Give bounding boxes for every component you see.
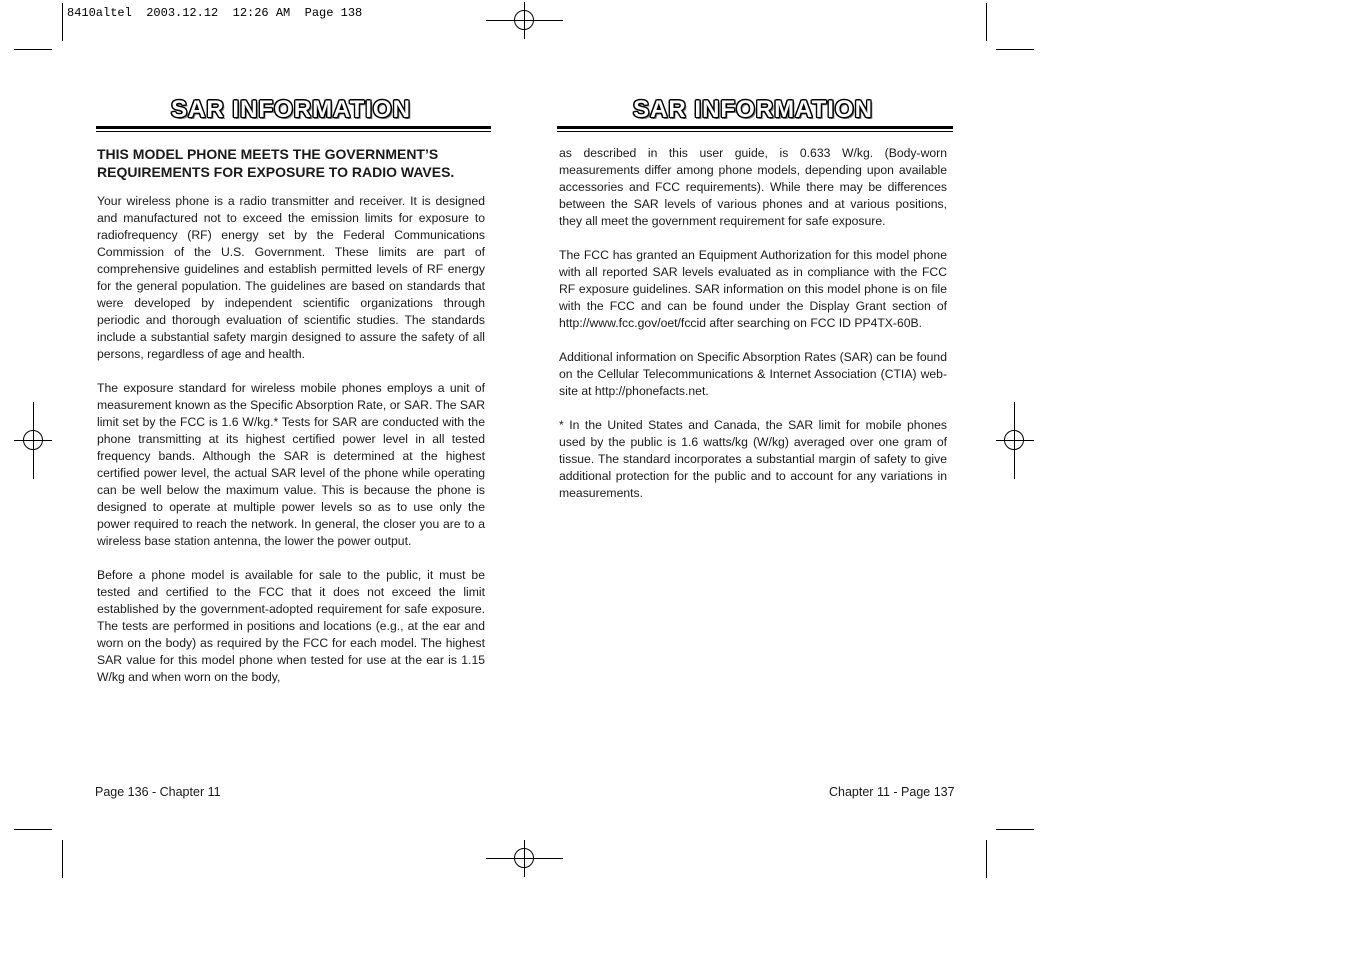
left-title-rule-thin bbox=[96, 131, 491, 132]
right-title-rule-thick bbox=[557, 126, 953, 129]
crop-mark-top-left-vertical bbox=[62, 3, 63, 41]
crop-mark-top-right-vertical bbox=[986, 3, 987, 41]
crop-mark-bottom-left-horizontal bbox=[14, 829, 52, 830]
left-paragraph-2: The exposure standard for wireless mobile phones employs a unit of measurement known as the Specific Absorption Rate, or SAR. The SAR limit set by the FCC is 1.6 W/kg.* Tests for SAR are conducted with the phone transmitting at its highest certified power level in all tested frequency bands. Although the SAR is determined at the highest certified power level, the actual SAR level of the phone while operating can be well below the maximum value. This is because the phone is designed to operate at multiple power levels so as to use only the power required to reach the network. In general, the closer you are to a wireless base station antenna, the lower the power output. bbox=[97, 381, 485, 548]
right-paragraph-2: The FCC has granted an Equipment Authorization for this model phone with all reported SAR levels evaluated as in compliance with the FCC RF exposure guidelines. SAR information on this model phone is on file with the FCC and can be found under the Display Grant section of http://www.fcc.gov/oet/fccid after searching on FCC ID PP4TX-60B. bbox=[559, 248, 947, 330]
right-page-footer: Chapter 11 - Page 137 bbox=[829, 785, 955, 799]
crop-mark-top-right-horizontal bbox=[996, 49, 1034, 50]
left-title-rule-thick bbox=[96, 126, 491, 129]
right-page-title: SAR INFORMATION bbox=[633, 96, 873, 123]
right-page-body bbox=[559, 145, 947, 519]
crop-mark-bottom-left-vertical bbox=[62, 840, 63, 878]
left-paragraph-1: Your wireless phone is a radio transmitter and receiver. It is designed and manufactured not to exceed the emission limits for exposure to radiofrequency (RF) energy set by the Federal Communications Commission of the U.S. Government. These limits are part of comprehensive guidelines and establish permitted levels of RF energy for the general population. The guidelines are based on standards that were developed by independent scientific organizations through periodic and thorough evaluation of scientific studies. The standards include a substantial safety margin designed to assure the safety of all persons, regardless of age and health. bbox=[97, 194, 485, 361]
crop-mark-bottom-right-horizontal bbox=[996, 829, 1034, 830]
left-page-body bbox=[97, 145, 485, 703]
right-paragraph-1: as described in this user guide, is 0.633 W/kg. (Body-worn measurements differ among phone models, depending upon available accessories and FCC requirements). While there may be differences between the SAR levels of various phones and at various positions, they all meet the government requirement for safe exposure. bbox=[559, 146, 947, 228]
left-page-footer: Page 136 - Chapter 11 bbox=[95, 785, 221, 799]
crop-mark-bottom-right-vertical bbox=[986, 840, 987, 878]
left-page-heading: THIS MODEL PHONE MEETS THE GOVERNMENT’S REQUIREMENTS FOR EXPOSURE TO RADIO WAVES. bbox=[97, 146, 455, 180]
print-slug: 8410altel 2003.12.12 12:26 AM Page 138 bbox=[67, 6, 363, 20]
crop-mark-top-left-horizontal bbox=[14, 49, 52, 50]
right-paragraph-3: Additional information on Specific Absorption Rates (SAR) can be found on the Cellular Telecommunications & Internet Association (CTIA) web-site at http://phonefacts.net. bbox=[559, 350, 947, 398]
left-paragraph-3: Before a phone model is available for sale to the public, it must be tested and certified to the FCC that it does not exceed the limit established by the government-adopted requirement for safe exposure. The tests are performed in positions and locations (e.g., at the ear and worn on the body) as required by the FCC for each model. The highest SAR value for this model phone when tested for use at the ear is 1.15 W/kg and when worn on the body, bbox=[97, 568, 485, 684]
left-page-title: SAR INFORMATION bbox=[171, 96, 411, 123]
right-paragraph-4: * In the United States and Canada, the SAR limit for mobile phones used by the public is 1.6 watts/kg (W/kg) averaged over one gram of tissue. The standard incorporates a substantial margin of safety to give additional protection for the public and to account for any variations in measurements. bbox=[559, 418, 947, 500]
right-title-rule-thin bbox=[557, 131, 953, 132]
